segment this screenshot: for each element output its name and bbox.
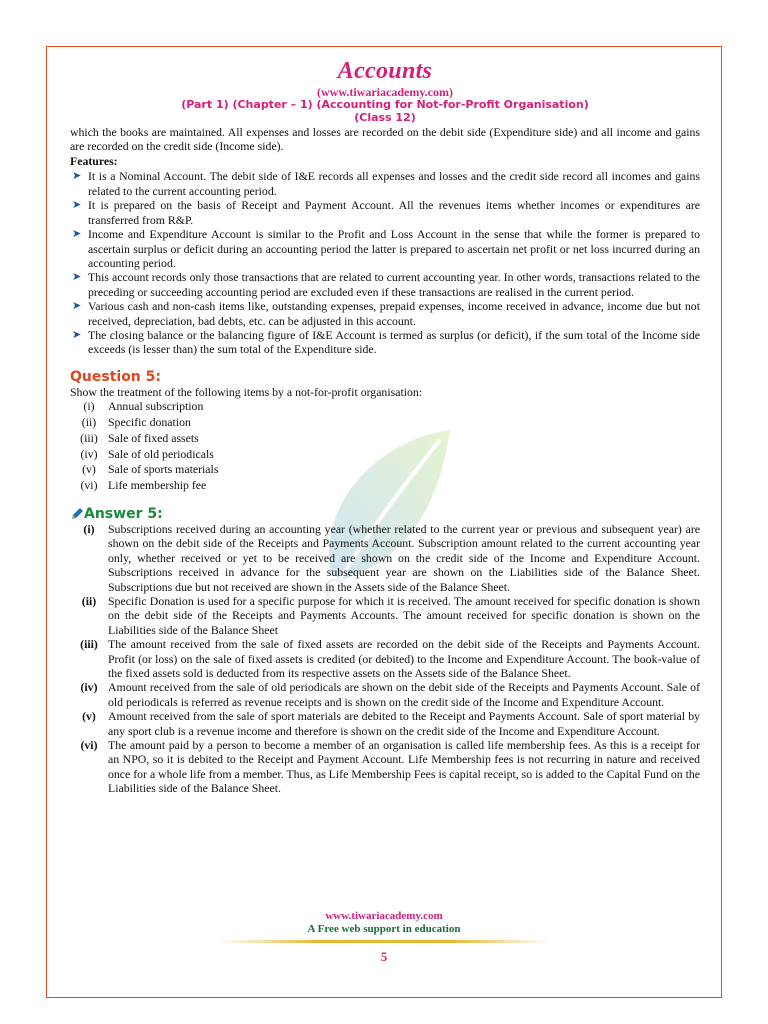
list-item: (ii) Specific Donation is used for a specific purpose for which it is received. The amount received for specific donation is shown on the debit side of the Receipts and Payments Accounts. The amount received for specific donation is shown on the Liabilities side of the Balance Sheet bbox=[81, 593, 700, 637]
list-item: (i) Annual subscription bbox=[83, 399, 204, 414]
arrow-bullet-icon: ➤ bbox=[72, 271, 82, 284]
list-item: ➤ It is a Nominal Account. The debit side of I&E records all expenses and losses and the credit side record all incomes and gains related to the current accounting period. bbox=[72, 169, 700, 198]
list-item: (vi) The amount paid by a person to become a member of an organisation is called life membership fees. As this is a receipt for an NPO, so it is debited to the Receipt and Payment Account. Life Membership fees is not recurring in nature and received once for a whole life from a member. Thus, as Life Membership Fees is capital receipt, so is added to the Capital Fund on the Liabilities side of the Balance Sheet. bbox=[80, 738, 700, 796]
list-item: (vi) Life membership fee bbox=[80, 478, 207, 493]
list-item: (v) Sale of sports materials bbox=[82, 462, 219, 477]
answer-heading: Answer 5: bbox=[84, 505, 163, 522]
list-item: (iv) Sale of old periodicals bbox=[80, 446, 214, 461]
features-list bbox=[70, 169, 700, 356]
answer-heading-row bbox=[70, 506, 700, 522]
page-content bbox=[70, 58, 700, 796]
header-site: (www.tiwariacademy.com) bbox=[317, 84, 453, 99]
footer-divider bbox=[219, 940, 549, 943]
arrow-bullet-icon: ➤ bbox=[72, 328, 82, 341]
page-footer bbox=[0, 910, 768, 965]
intro-paragraph: which the books are maintained. All expenses and losses are recorded on the debit side (Expenditure side) and all income and gains are recorded on the credit side (Income side). bbox=[70, 124, 700, 154]
question-heading: Question 5: bbox=[70, 368, 161, 385]
list-item: ➤ The closing balance or the balancing figure of I&E Account is termed as surplus (or deficit), if the sum total of the Income side exceeds (is lesser than) the sum total of the Expenditure side. bbox=[72, 327, 700, 357]
pen-icon bbox=[70, 507, 84, 521]
svg-text:f: f bbox=[320, 571, 338, 620]
list-item: (iii) Sale of fixed assets bbox=[80, 430, 199, 445]
arrow-bullet-icon: ➤ bbox=[72, 199, 82, 212]
list-item: (v) Amount received from the sale of sport materials are debited to the Receipt and Payments Account. Sale of sport material by any sport club is a revenue income and therefore is shown on the credit side of the Income and Expenditure Account. bbox=[82, 709, 700, 738]
arrow-bullet-icon: ➤ bbox=[72, 170, 82, 183]
page-title: Accounts bbox=[337, 58, 433, 84]
answer-list bbox=[70, 522, 700, 796]
footer-tagline: A Free web support in education bbox=[307, 923, 461, 935]
features-heading: Features: bbox=[70, 154, 118, 169]
list-item: ➤ Income and Expenditure Account is similar to the Profit and Loss Account in the sense that while the former is prepared to ascertain surplus or deficit during an accounting period the latter is prepared to ascertain net profit or net loss incurred during an accounting period. bbox=[72, 227, 700, 270]
footer-site-link[interactable]: www.tiwariacademy.com bbox=[325, 910, 443, 922]
arrow-bullet-icon: ➤ bbox=[72, 228, 82, 241]
arrow-bullet-icon: ➤ bbox=[72, 300, 82, 313]
header-class: (Class 12) bbox=[354, 111, 416, 125]
question-prompt: Show the treatment of the following items by a not-for-profit organisation: bbox=[70, 384, 423, 399]
list-item: ➤ It is prepared on the basis of Receipt and Payment Account. All the revenues items whether incomes or expenditures are transferred from R&P. bbox=[72, 198, 700, 227]
list-item: ➤ Various cash and non-cash items like, outstanding expenses, prepaid expenses, income received in advance, income due but not received, depreciation, bad debts, etc. can be adjusted in this account. bbox=[72, 299, 700, 328]
list-item: (ii) Specific donation bbox=[81, 414, 191, 429]
list-item: (i) Subscriptions received during an accounting year (whether related to the current year or previous and subsequent year) are shown on the debit side of the Receipts and Payments Account. Subscription amount related to the current accounting year only, whether received or yet to be received are shown on the credit side of the Income and Expenditure Account. Subscriptions received in advance for the subsequent year are shown on the Liabilities side of the Balance Sheet. Subscriptions due but not received are shown in the Assets side of the Balance Sheet. bbox=[83, 521, 700, 594]
list-item: (iii) The amount received from the sale of fixed assets are recorded on the debit side of the Receipts and Payments Account. Profit (or loss) on the sale of fixed assets is credited (or debited) to the Income and Expenditure Account. The book-value of the fixed assets sold is deducted from its respective assets on the Assets side of the Balance Sheet. bbox=[80, 637, 700, 681]
list-item: ➤ This account records only those transactions that are related to current accounting year. In other words, transactions related to the preceding or succeeding accounting period are excluded even if these transactions are realised in the current period. bbox=[72, 270, 700, 299]
list-item: (iv) Amount received from the sale of old periodicals are shown on the debit side of the Receipts and Payments Account. Sale of old periodicals is referred as revenue receipts and is shown on the credit side of the Income and Expenditure Account. bbox=[80, 680, 700, 709]
question-list bbox=[70, 399, 700, 494]
page-number: 5 bbox=[380, 949, 388, 964]
page-header bbox=[70, 58, 700, 125]
header-chapter: (Part 1) (Chapter – 1) (Accounting for Not-for-Profit Organisation) bbox=[181, 98, 589, 112]
